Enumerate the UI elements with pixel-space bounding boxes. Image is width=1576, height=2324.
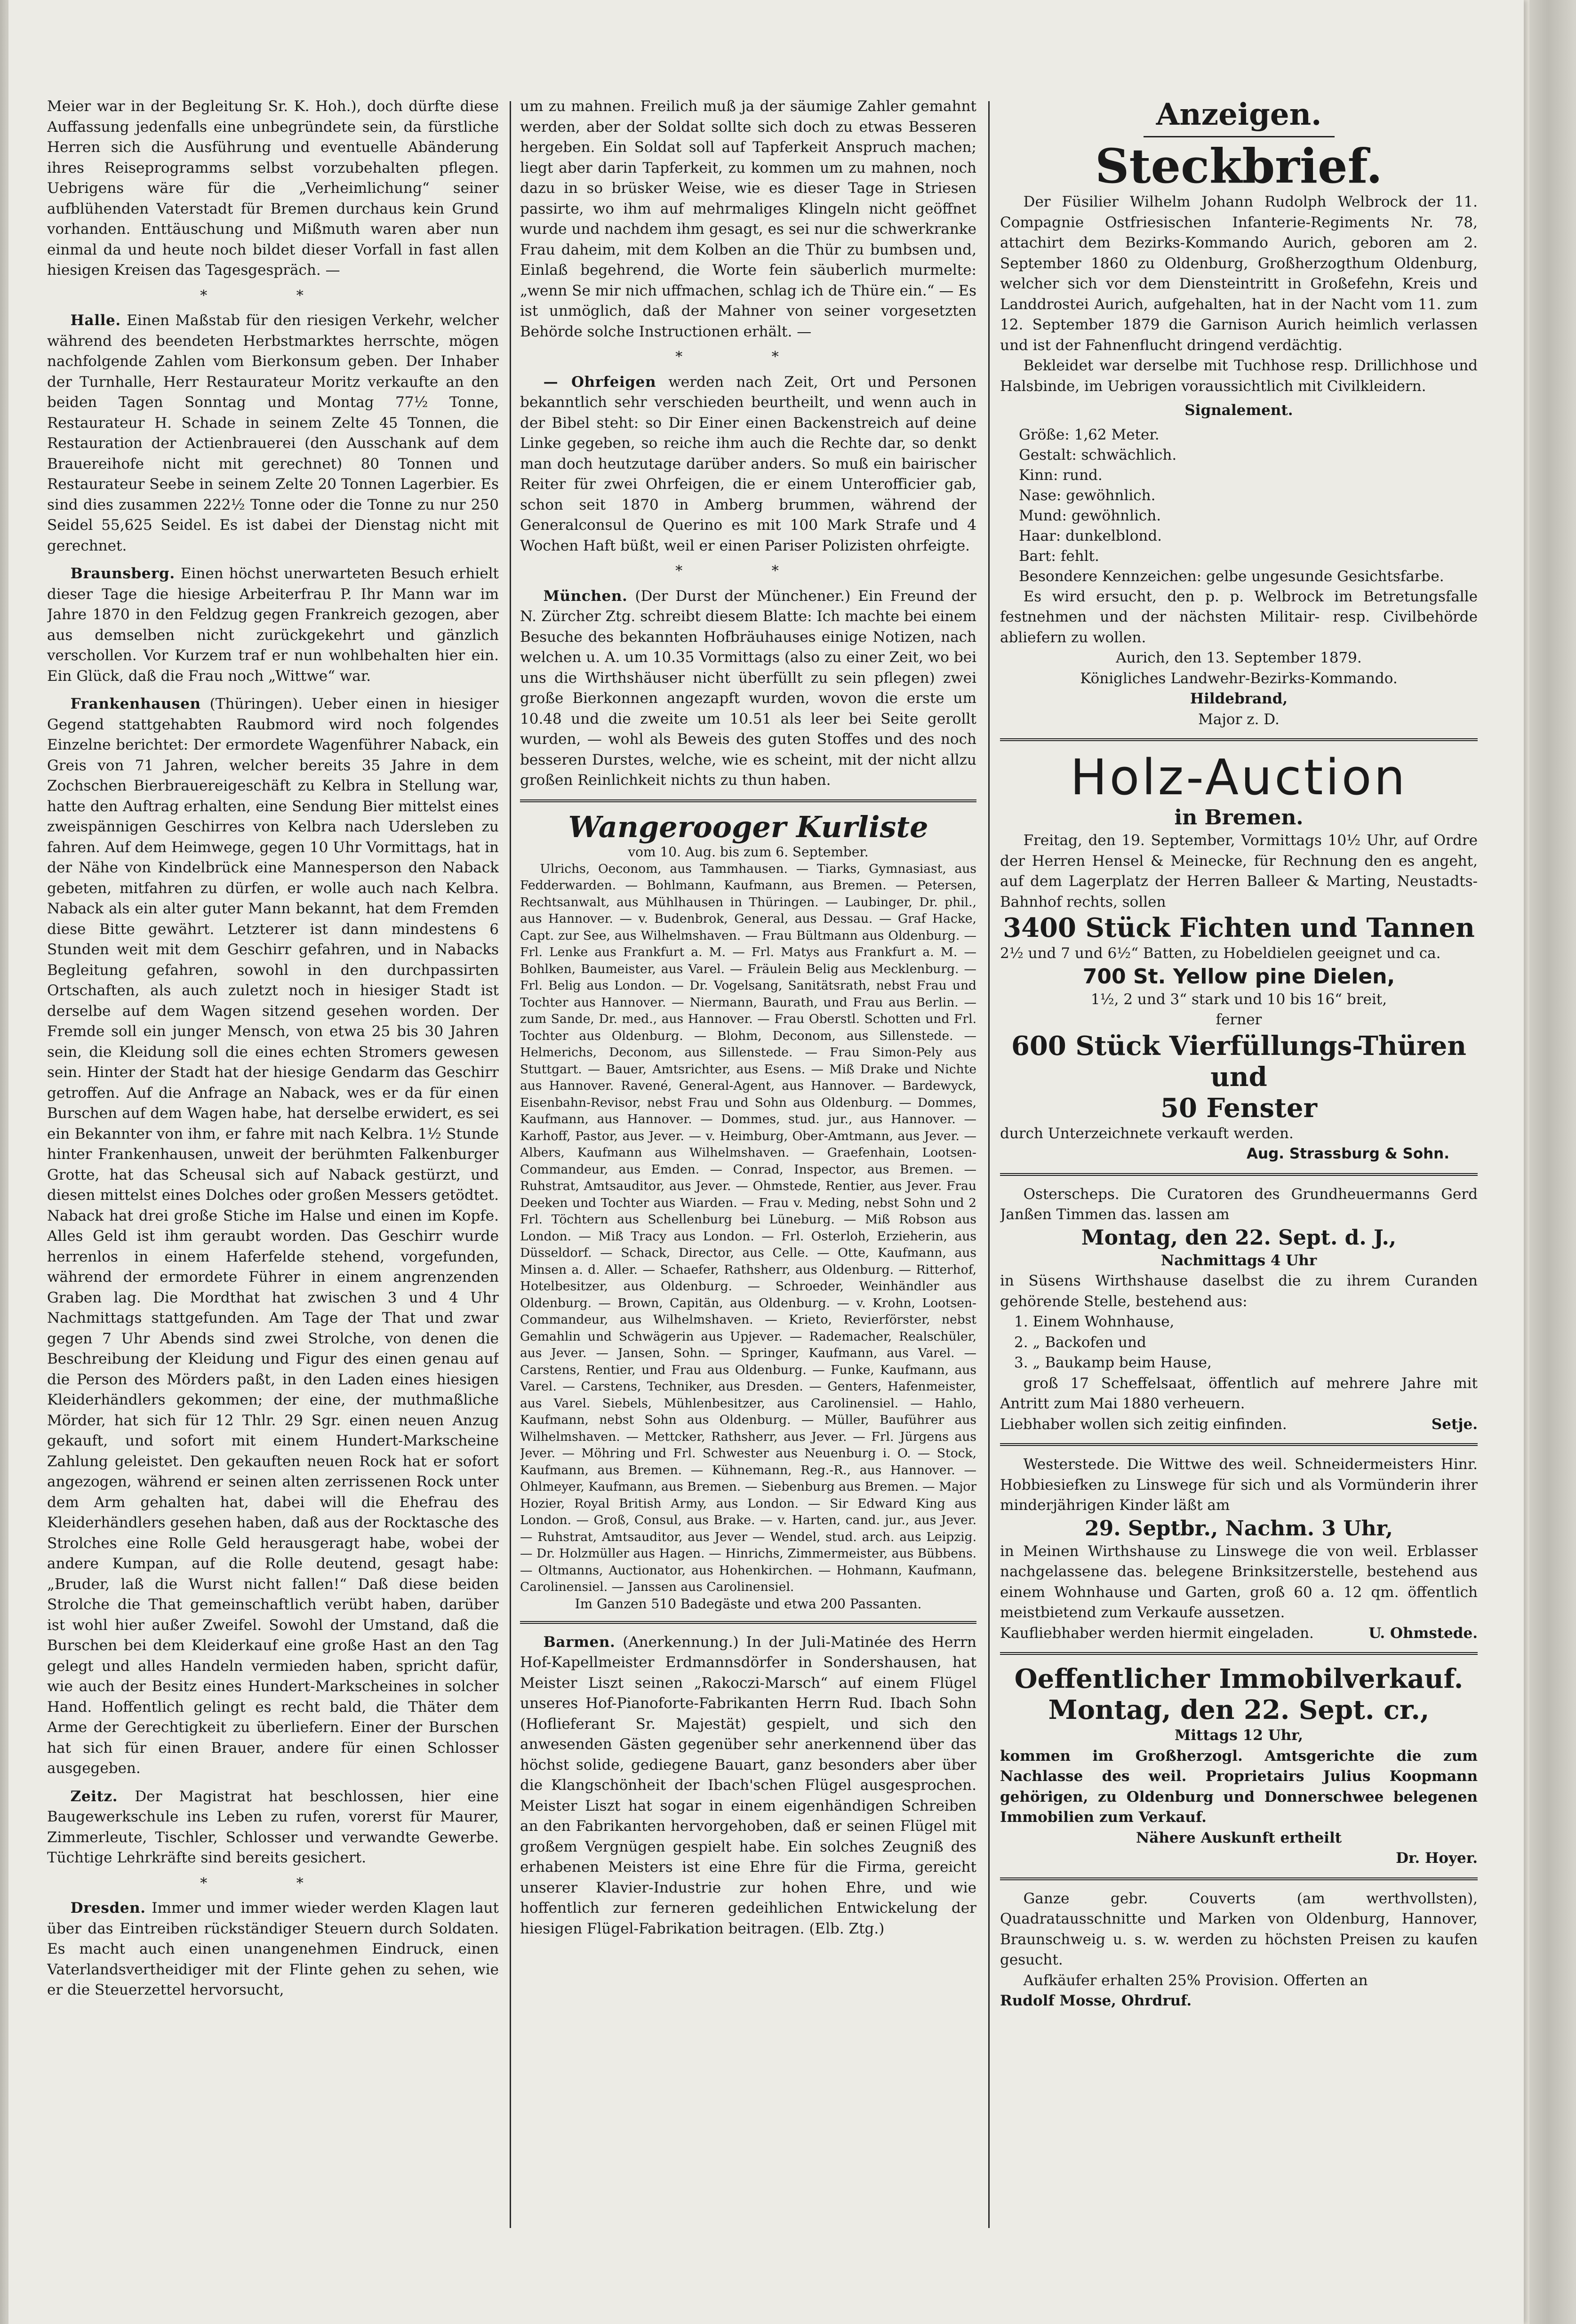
- osterscheps-item: 1. Einem Wohnhause,: [1014, 1313, 1175, 1330]
- article-text: Meier war in der Begleitung Sr. K. Hoh.), doch dürfte diese Auffassung jedenfalls eine unbegründete sein, da fürstliche Herren sich die Ausführung und eventuelle Abänderung ihres Reiseprogramms selbst vorzubehalten pflegen. Uebrigens wäre für die „Verheimlichung“ seiner aufblühenden Vaterstadt für Bremen durchaus kein Grund vorhanden. Enttäuschung und Mißmuth waren aber nun einmal da und heute noch bildet dieser Vorfall in fast allen hiesigen Kreisen das Tagesgespräch. —: [47, 98, 499, 279]
- column-2: [520, 96, 976, 2308]
- article-frankenhausen: Frankenhausen (Thüringen). Ueber einen in hiesiger Gegend stattgehabten Raubmord wird noch folgendes Einzelne berichtet: Der ermordete Wagenführer Naback, ein Greis von 71 Jahren, welcher bereits 35 Jahre in dem Zochschen Bierbrauereigeschäft zu Kelbra in Stellung war, hatte den Auftrag erhalten, eine Sendung Bier mittelst eines zweispännigen Geschirres von Kelbra nach Udersleben zu fahren. Auf dem Heimwege, gegen 10 Uhr Vormittags, hat in der Nähe von Kindelbrück eine Mannesperson den Naback gebeten, mitfahren zu dürfen, er wolle auch nach Kelbra. Naback als ein alter guter Mann bekannt, hat dem Fremden diese Bitte gewährt. Letzterer ist dann mindestens 6 Stunden weit mit dem Geschirr gefahren, und in Nabacks Begleitung gefahren, sowohl in den durchpassirten Ortschaften, als auch zuletzt noch in hiesiger Stadt ist derselbe auf dem Wagen sitzend gesehen worden. Der Fremde soll ein junger Mensch, von etwa 25 bis 30 Jahren sein, die Kleidung soll die eines echten Stromers gewesen sein. Hinter der Stadt hat der hiesige Gendarm das Geschirr getroffen. Auf die Anfrage an Naback, wes er da für einen Burschen auf dem Wagen habe, hat derselbe erwidert, es sei ein Bekannter von ihm, er fahre mit nach Kelbra. 1½ Stunde hinter Frankenhausen, unweit der berühmten Falkenburger Grotte, hat das Scheusal sich auf Naback gestürzt, und diesen mittelst eines Dolches oder großen Messers getödtet. Naback hat drei große Stiche im Halse und einen im Kopfe. Alles Geld ist ihm geraubt worden. Das Geschirr wurde herrenlos in einem Haferfelde stehend, vorgefunden, während der ermordete Führer in einem angrenzenden Graben lag. Die Mordthat hat zwischen 3 und 4 Uhr Nachmittags stattgefunden. Am Tage der That und zwar gegen 7 Uhr Abends sind zwei Strolche, von denen die Beschreibung der Kleidung und Figur des einen genau auf die Person des Mörders paßt, in den Laden eines hiesigen Kleiderhändlers gekommen; der eine, der muthmaßliche Mörder, hat sich für 12 Thlr. 29 Sgr. einen neuen Anzug gekauft, und sofort mit einem Hundert-Markscheine Zahlung geleistet. Den gekauften neuen Rock hat er sofort angezogen, während er seinen alten zerrissenen Rock unter dem Arm gehalten hat, dabei will die Ehefrau des Kleiderhändlers gesehen haben, daß aus der Rocktasche des Strolches eine Rolle Geld herausgeragt habe, wobei der andere Kumpan, auf die Rolle deutend, gesagt habe: „Bruder, laß die Wurst nicht fallen!“ Daß diese beiden Strolche die That gemeinschaftlich verübt haben, darüber ist wohl hier außer Zweifel. Sowohl der Umstand, daß die Burschen bei dem Kleiderkauf eine große Hast an den Tag gelegt und alles Handeln vermieden haben, spricht dafür, wie auch der Besitz eines Hundert-Markscheines in solcher Hand. Hoffentlich gelingt es recht bald, die Thäter dem Arme der Gerechtigkeit zu überliefern. Einer der Burschen hat sich für einen Brauer, andere für einen Schlosser ausgegeben.: [47, 695, 499, 1777]
- holz-auction-title: Holz-Auction: [1070, 749, 1408, 806]
- ads-heading: Anzeigen.: [1156, 97, 1322, 132]
- separator-stars: * *: [675, 563, 821, 579]
- signalement-item: Kinn: rund.: [1019, 466, 1103, 484]
- separator-stars: * *: [200, 287, 346, 304]
- divider: [520, 1621, 976, 1624]
- osterscheps-end: Liebhaber wollen sich zeitig einfinden. Setje.: [1000, 1415, 1478, 1433]
- immobil-time: Mittags 12 Uhr,: [1174, 1727, 1304, 1744]
- steckbrief-title: Steckbrief.: [1095, 138, 1383, 194]
- page-edge-right: [1529, 0, 1576, 2324]
- steckbrief-date: Aurich, den 13. September 1879.: [1116, 649, 1362, 666]
- article-text: um zu mahnen. Freilich muß ja der säumige Zahler gemahnt werden, aber der Soldat sollte sich doch zu etwas Besseren hergeben. Ein Soldat soll auf Tapferkeit Anspruch machen; liegt aber darin Tapferkeit, zu kommen um zu mahnen, noch dazu in so brüsker Weise, wie es dieser Tage in Striesen passirte, wo ihm auf mehrmaliges Klingeln nicht geöffnet wurde und nachdem ihm gesagt, es sei nur die schwerkranke Frau daheim, mit dem Kolben an die Thür zu bumbsen und, Einlaß begehrend, die Worte fein säuberlich murmelte: „wenn Se mir nich uffmachen, schlag ich de Thüre ein.“ — Es ist unmöglich, daß der Mahner von seiner vorgesetzten Behörde solche Instructionen erhält. —: [520, 98, 976, 340]
- holz-item-2: 700 St. Yellow pine Dielen,: [1082, 964, 1395, 989]
- steckbrief-authority: Königliches Landwehr-Bezirks-Kommando.: [1080, 670, 1398, 687]
- kurliste-body: Ulrichs, Oeconom, aus Tammhausen. — Tiarks, Gymnasiast, aus Fedderwarden. — Bohlmann, Kaufmann, aus Bremen. — Petersen, Rechtsanwalt, aus Mühlhausen in Thüringen. — Laubinger, Dr. phil., aus Hannover. — v. Budenbrok, General, aus Dessau. — Graf Hacke, Capt. zur See, aus Wilhelmshaven. — Frau Bültmann aus Oldenburg. — Frl. Lenke aus Frankfurt a. M. — Frl. Matys aus Frankfurt a. M. — Bohlken, Baumeister, aus Varel. — Fräulein Belig aus Mecklenburg. — Frl. Belig aus London. — Dr. Vogelsang, Sanitätsrath, nebst Frau und Tochter aus Hannover. — Niermann, Baurath, und Frau aus Berlin. — zum Sande, Dr. med., aus Hannover. — Frau Oberstl. Schotten und Frl. Tochter aus Oldenburg. — Blohm, Deconom, aus Sillenstede. — Helmerichs, Deconom, aus Sillenstede. — Frau Simon-Pely aus Stuttgart. — Bauer, Amtsrichter, aus Esens. — Miß Drake und Nichte aus Hannover. Ravené, General-Agent, aus Hannover. — Bardewyck, Eisenbahn-Revisor, nebst Frau und Sohn aus Oldenburg. — Dommes, Kaufmann, aus Hannover. — Dommes, stud. jur., aus Hannover. — Karhoff, Pastor, aus Jever. — v. Heimburg, Ober-Amtmann, aus Jever. — Albers, Kaufmann aus Wilhelmshaven. — Graefenhain, Lootsen-Commandeur, aus Emden. — Conrad, Inspector, aus Bremen. — Ruhstrat, Amtsauditor, aus Jever. — Ohmstede, Rentier, aus Jever. Frau Deeken und Tochter aus Wiarden. — Frau v. Meding, nebst Sohn und 2 Frl. Töchtern aus Schellenburg bei Lüneburg. — Miß Robson aus London. — Miß Tracy aus London. — Frl. Osterloh, Erzieherin, aus Düsseldorf. — Schack, Director, aus Celle. — Otte, Kaufmann, aus Minsen a. d. Aller. — Schaefer, Rathsherr, aus Oldenburg. — Ritterhof, Hotelbesitzer, aus Oldenburg. — Schroeder, Weinhändler aus Oldenburg. — Brown, Capitän, aus Oldenburg. — v. Krohn, Lootsen-Commandeur, aus Wilhelmshaven. — Krieto, Revierförster, nebst Gemahlin und Schwägerin aus Upjever. — Rademacher, Realschüler, aus Jever. — Jansen, Sohn. — Springer, Kaufmann, aus Varel. — Carstens, Rentier, und Frau aus Oldenburg. — Funke, Kaufmann, aus Varel. — Carstens, Techniker, aus Dresden. — Genters, Hafenmeister, aus Varel. Siebels, Mühlenbesitzer, aus Carolinensiel. — Hahlo, Kaufmann, nebst Sohn aus Oldenburg. — Müller, Bauführer aus Wilhelmshaven. — Mettcker, Rathsherr, aus Jever. — Frl. Jürgens aus Jever. — Möhring und Frl. Schwester aus Neuenburg i. O. — Stock, Kaufmann, aus Bremen. — Kühnemann, Reg.-R., aus Hannover. — Ohlmeyer, Kaufmann, aus Bremen. — Siebenburg aus Bremen. — Major Hozier, Royal British Army, aus London. — Sir Edward King aus London. — Groß, Consul, aus Brake. — v. Harten, cand. jur., aus Jever. — Ruhstrat, Amtsauditor, aus Jever — Wendel, stud. arch. aus Leipzig. — Dr. Holzmüller aus Hagen. — Hinrichs, Zimmermeister, aus Bübbens. — Oltmanns, Auctionator, aus Hohenkirchen. — Hohmann, Kaufmann, Carolinensiel. — Janssen aus Carolinensiel.: [520, 861, 976, 1594]
- osterscheps-item: 3. „ Baukamp beim Hause,: [1014, 1354, 1212, 1371]
- couverts-sign: Rudolf Mosse, Ohrdruf.: [1000, 1992, 1192, 2009]
- couverts-text-2: Aufkäufer erhalten 25% Provision. Offerten an: [1023, 1972, 1368, 1989]
- osterscheps-time: Nachmittags 4 Uhr: [1160, 1252, 1317, 1269]
- article-muenchen: München. (Der Durst der Münchener.) Ein Freund der N. Zürcher Ztg. schreibt diesem Blatte: Ich machte bei einem Besuche des bekannten Hofbräuhauses einige Notizen, nach welchen u. A. um 10.35 Vormittags (also zu einer Zeit, wo bei uns die Wirthshäuser nicht überfüllt zu sein pflegen) zwei große Bierkonnen angezapft wurden, wovon die erste um 10.48 und die zweite um 10.51 als leer bei Seite gerollt wurden, — wohl als Beweis des guten Stoffes und des noch besseren Durstes, welche, wie es scheint, mit der nicht allzu großen Reinlichkeit nichts zu thun haben.: [520, 587, 976, 789]
- holz-item-1-detail: 2½ und 7 und 6½“ Batten, zu Hobeldielen geeignet und ca.: [1000, 945, 1441, 962]
- kurliste-total: Im Ganzen 510 Badegäste und etwa 200 Passanten.: [575, 1596, 922, 1612]
- signalement-item: Nase: gewöhnlich.: [1019, 487, 1156, 504]
- steckbrief-signer: Hildebrand,: [1190, 690, 1288, 707]
- divider: [1000, 1173, 1478, 1176]
- separator-stars: * *: [200, 1875, 346, 1892]
- article-halle: Halle. Einen Maßstab für den riesigen Verkehr, welcher während des beendeten Herbstmarktes herrschte, mögen nachfolgende Zahlen vom Bierkonsum geben. Der Inhaber der Turnhalle, Herr Restaurateur Moritz verkaufte an den beiden Tagen Sonntag und Montag 77½ Tonne, Restaurateur H. Schade in seinem Zelte 45 Tonnen, die Restauration der Actienbrauerei (den Ausschank auf dem Brauereihofe nicht mit gerechnet) 80 Tonnen und Restaurateur Seebe in seinem Zelte 20 Tonnen Lagerbier. Es sind dies zusammen 222½ Tonne oder die Tonne zu nur 250 Seidel 55,625 Seidel. Es ist dabei der Dienstag nicht mit gerechnet.: [47, 312, 499, 554]
- osterscheps-list: [1000, 1312, 1478, 1374]
- column-3-ads: [1000, 96, 1478, 2308]
- westerstede-date: 29. Septbr., Nachm. 3 Uhr,: [1085, 1516, 1393, 1541]
- immobil-sign: Dr. Hoyer.: [1396, 1850, 1478, 1867]
- steckbrief-request: Es wird ersucht, den p. p. Welbrock im Betretungsfalle festnehmen und der nächsten Militair- resp. Civilbehörde abliefern zu wollen.: [1000, 588, 1478, 646]
- article-ohrfeigen: — Ohrfeigen werden nach Zeit, Ort und Personen bekanntlich sehr verschieden beurtheilt, und wenn auch in der Bibel steht: so Dir Einer einen Backenstreich auf deine Linke gegeben, so reiche ihm auch die Rechte dar, so denkt man doch heutzutage darüber anders. So muß ein bairischer Reiter für zwei Ohrfeigen, die er einem Unterofficier gab, schon seit 1870 in Amberg brummen, während der Generalconsul de Querino es mit 100 Mark Strafe und 4 Wochen Haft büßt, weil er einen Pariser Polizisten ohrfeigte.: [520, 373, 976, 554]
- holz-ferner: ferner: [1216, 1011, 1262, 1028]
- immobil-title: Oeffentlicher Immobilverkauf.: [1014, 1663, 1464, 1694]
- westerstede-body: in Meinen Wirthshause zu Linswege die von weil. Erblasser nachgelassene das. belegene Brinksitzerstelle, bestehend aus einem Wohnhause und Garten, groß 60 a. 12 qm. öffentlich meistbietend zum Verkaufe aussetzen.: [1000, 1542, 1478, 1621]
- immobil-date: Montag, den 22. Sept. cr.,: [1048, 1694, 1430, 1725]
- signalement-item: Bart: fehlt.: [1019, 547, 1099, 565]
- holz-item-2-detail: 1½, 2 und 3“ stark und 10 bis 16“ breit,: [1090, 990, 1387, 1008]
- osterscheps-item: 2. „ Backofen und: [1014, 1334, 1146, 1351]
- signalement-heading: Signalement.: [1184, 402, 1293, 419]
- divider: [1000, 1443, 1478, 1446]
- osterscheps-date: Montag, den 22. Sept. d. J.,: [1081, 1225, 1397, 1250]
- signalement-list: [1000, 425, 1478, 587]
- holz-auction-text: Freitag, den 19. September, Vormittags 10½ Uhr, auf Ordre der Herren Hensel & Meinecke, für Rechnung den es angeht, auf dem Lagerplatz der Herren Balleer & Marting, Neustadts-Bahnhof rechts, sollen: [1000, 832, 1478, 910]
- signalement-item: Mund: gewöhnlich.: [1019, 507, 1161, 524]
- osterscheps-body2: groß 17 Scheffelsaat, öffentlich auf mehrere Jahre mit Antritt zum Mai 1880 verheuern.: [1000, 1374, 1478, 1412]
- steckbrief-text: Der Füsilier Wilhelm Johann Rudolph Welbrock der 11. Compagnie Ostfriesischen Infanterie-Regiments Nr. 78, attachirt dem Bezirks-Kommando Aurich, geboren am 2. September 1860 zu Oldenburg, Großherzogthum Oldenburg, welcher sich vor dem Diensteintritt in Großefehn, Kreis und Landdrostei Aurich, aufgehalten, hat in der Nacht vom 11. zum 12. September 1879 die Garnison Aurich heimlich verlassen und ist der Fahnenflucht dringend verdächtig.: [1000, 193, 1478, 354]
- westerstede-end: Kaufliebhaber werden hiermit eingeladen. U. Ohmstede.: [1000, 1624, 1478, 1642]
- signalement-item: Haar: dunkelblond.: [1019, 527, 1162, 544]
- column-rule-2: [988, 101, 990, 2228]
- holz-auction-sign: Aug. Strassburg & Sohn.: [1247, 1145, 1449, 1162]
- divider: [520, 799, 976, 802]
- osterscheps-text: Osterscheps. Die Curatoren des Grundheuermanns Gerd Janßen Timmen das. lassen am: [1000, 1185, 1478, 1223]
- divider: [1000, 1877, 1478, 1880]
- article-barmen: Barmen. (Anerkennung.) In der Juli-Matinée des Herrn Hof-Kapellmeister Erdmannsdörfer in Sondershausen, hat Meister Liszt seinen „Rakoczi-Marsch“ auf einem Flügel unseres Hof-Pianoforte-Fabrikanten Herrn Rud. Ibach Sohn (Hoflieferant Sr. Majestät) gespielt, und sich den anwesenden Gästen gegenüber sehr anerkennend über das höchst solide, gediegene Bauart, ganz besonders aber über die Klangschönheit der Ibach'schen Flügel ausgesprochen. Meister Liszt hat sogar in einem eigenhändigen Schreiben an den Fabrikanten hervorgehoben, daß er seinen Flügel mit großem Vergnügen gespielt habe. Ein solches Zeugniß des erhabenen Meisters ist eine Ehre für die Firma, gereicht unserer Klavier-Industrie zur hohen Ehre, und wie hoffentlich zur ferneren gedeihlichen Entwickelung der hiesigen Flügel-Fabrikation beitragen. (Elb. Ztg.): [520, 1633, 976, 1937]
- kurliste-subtitle: vom 10. Aug. bis zum 6. September.: [628, 844, 869, 860]
- holz-item-1: 3400 Stück Fichten und Tannen: [1003, 912, 1475, 943]
- steckbrief-rank: Major z. D.: [1198, 711, 1280, 728]
- osterscheps-body: in Süsens Wirthshause daselbst die zu ihrem Curanden gehörende Stelle, bestehend aus:: [1000, 1272, 1478, 1310]
- divider: [1144, 136, 1335, 137]
- holz-item-3b: 50 Fenster: [1160, 1092, 1317, 1124]
- holz-auction-end: durch Unterzeichnete verkauft werden.: [1000, 1125, 1294, 1142]
- kurliste-title: Wangerooger Kurliste: [568, 809, 928, 844]
- column-1: [47, 96, 499, 2308]
- divider: [1000, 738, 1478, 741]
- couverts-text: Ganze gebr. Couverts (am werthvollsten), Quadratausschnitte und Marken von Oldenburg, Hannover, Braunschweig u. s. w. werden zu höchsten Preisen zu kaufen gesucht.: [1000, 1890, 1478, 1968]
- holz-auction-place: in Bremen.: [1174, 806, 1304, 830]
- steckbrief-clothing: Bekleidet war derselbe mit Tuchhose resp. Drillichhose und Halsbinde, im Uebrigen voraussichtlich mit Civilkleidern.: [1000, 357, 1478, 395]
- immobil-body: kommen im Großherzogl. Amtsgerichte die zum Nachlasse des weil. Proprietairs Julius Koopmann gehörigen, zu Oldenburg und Donnerschwee belegenen Immobilien zum Verkauf.: [1000, 1747, 1478, 1826]
- article-braunsberg: Braunsberg. Einen höchst unerwarteten Besuch erhielt dieser Tage die hiesige Arbeiterfrau P. Ihr Mann war im Jahre 1870 in den Feldzug gegen Frankreich gezogen, aber aus demselben nicht zurückgekehrt und gänzlich verschollen. Vor Kurzem traf er nun wohlbehalten hier ein. Ein Glück, daß die Frau noch „Wittwe“ war.: [47, 565, 499, 685]
- separator-stars: * *: [675, 349, 821, 365]
- holz-item-3: 600 Stück Vierfüllungs-Thüren und: [1011, 1030, 1467, 1093]
- article-dresden: Dresden. Immer und immer wieder werden Klagen laut über das Eintreiben rückständiger Steuern durch Soldaten. Es macht auch einen unangenehmen Eindruck, einen Vaterlandsvertheidiger mit der Flinte gehen zu sehen, wie er die Steuerzettel hervorsucht,: [47, 1900, 499, 1998]
- article-zeitz: Zeitz. Der Magistrat hat beschlossen, hier eine Baugewerkschule ins Leben zu rufen, vorerst für Maurer, Zimmerleute, Tischler, Schlosser und verwandte Gewerbe. Tüchtige Lehrkräfte sind bereits gesichert.: [47, 1788, 499, 1866]
- signalement-item: Besondere Kennzeichen: gelbe ungesunde Gesichtsfarbe.: [1019, 567, 1444, 585]
- signalement-item: Gestalt: schwächlich.: [1019, 446, 1177, 463]
- signalement-item: Größe: 1,62 Meter.: [1019, 426, 1160, 443]
- divider: [1000, 1652, 1478, 1655]
- column-rule-1: [510, 101, 511, 2228]
- immobil-info: Nähere Auskunft ertheilt: [1136, 1829, 1342, 1846]
- westerstede-text: Westerstede. Die Wittwe des weil. Schneidermeisters Hinr. Hobbiesiefken zu Linswege für sich und als Vormünderin ihrer minderjährigen Kinder läßt am: [1000, 1456, 1478, 1514]
